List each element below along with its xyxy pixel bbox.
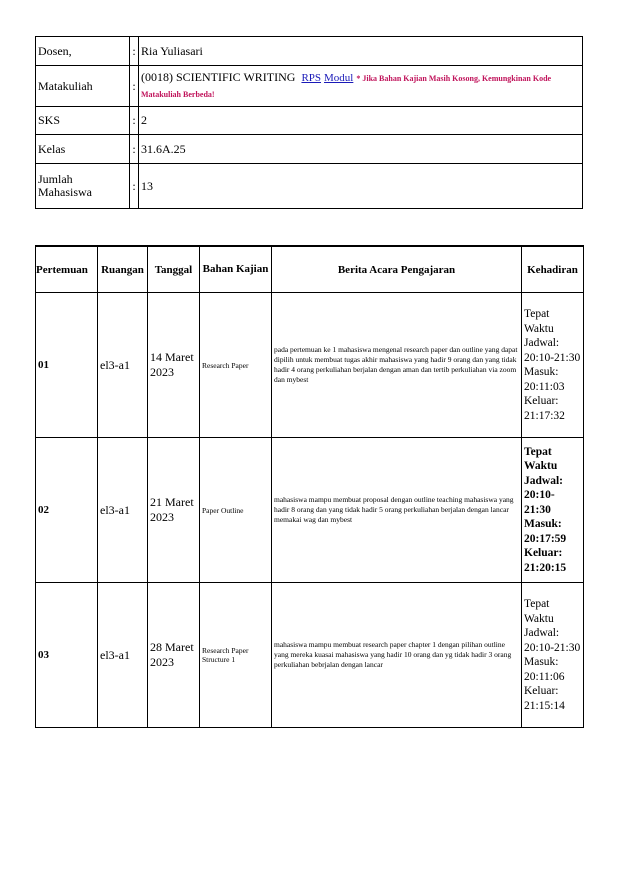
row-attendance: Tepat Waktu Jadwal: 20:10-21:30 Masuk: 20:11:06 Keluar: 21:15:14 <box>522 583 584 728</box>
colon: : <box>130 37 139 66</box>
row-number: 02 <box>36 438 98 583</box>
header-bahan-kajian: Bahan Kajian <box>200 246 272 293</box>
row-topic: Research Paper <box>200 293 272 438</box>
row-date: 21 Maret 2023 <box>148 438 200 583</box>
header-kehadiran: Kehadiran <box>522 246 584 293</box>
table-row <box>36 438 584 583</box>
table-header-row <box>36 246 584 293</box>
row-description: mahasiswa mampu membuat proposal dengan outline teaching mahasiswa yang hadir 8 orang dan yang tidak hadir 5 orang perkuliahan berjalan dengan lancar memakai wag dan mybest <box>272 438 522 583</box>
row-date: 28 Maret 2023 <box>148 583 200 728</box>
row-number: 01 <box>36 293 98 438</box>
table-row <box>36 583 584 728</box>
dosen-label: Dosen, <box>36 37 130 66</box>
row-topic: Research Paper Structure 1 <box>200 583 272 728</box>
attendance-table <box>35 245 584 728</box>
info-row-sks <box>36 107 583 135</box>
row-description: pada pertemuan ke 1 mahasiswa mengenal research paper dan outline yang dapat dipilih untuk membuat tugas akhir mahasiswa yang hadir 9 orang dan yang tidak hadir 4 orang perkuliahan berjalan dengan aman dan tertib perkuliahan via zoom dan mybest <box>272 293 522 438</box>
row-room: el3-a1 <box>98 293 148 438</box>
rps-link[interactable]: RPS <box>301 72 322 84</box>
row-room: el3-a1 <box>98 438 148 583</box>
kelas-value: 31.6A.25 <box>139 135 583 164</box>
row-topic: Paper Outline <box>200 438 272 583</box>
colon: : <box>130 135 139 164</box>
row-room: el3-a1 <box>98 583 148 728</box>
info-row-dosen <box>36 37 583 66</box>
course-info-table <box>35 36 583 209</box>
dosen-value: Ria Yuliasari <box>139 37 583 66</box>
header-tanggal: Tanggal <box>148 246 200 293</box>
colon: : <box>130 164 139 209</box>
colon: : <box>130 107 139 135</box>
sks-label: SKS <box>36 107 130 135</box>
table-row <box>36 293 584 438</box>
row-description: mahasiswa mampu membuat research paper chapter 1 dengan pilihan outline yang mereka kuasai mahasiswa yang hadir 10 orang dan yg tidak hadir 3 orang perkuliahan bebrjalan dengan lancar <box>272 583 522 728</box>
matakuliah-note: * Jika Bahan Kajian Masih Kosong, Kemungkinan Kode Matakuliah Berbeda! <box>141 74 552 99</box>
jumlah-value: 13 <box>139 164 583 209</box>
info-row-matakuliah <box>36 66 583 107</box>
matakuliah-label: Matakuliah <box>36 66 130 107</box>
row-date: 14 Maret 2023 <box>148 293 200 438</box>
info-row-jumlah <box>36 164 583 209</box>
row-attendance: Tepat Waktu Jadwal: 20:10-21:30 Masuk: 20:17:59 Keluar: 21:20:15 <box>522 438 584 583</box>
sks-value: 2 <box>139 107 583 135</box>
jumlah-label: Jumlah Mahasiswa <box>36 164 130 209</box>
header-pertemuan: Pertemuan <box>36 246 98 293</box>
matakuliah-cell <box>139 66 583 107</box>
colon: : <box>130 66 139 107</box>
info-row-kelas <box>36 135 583 164</box>
row-number: 03 <box>36 583 98 728</box>
kelas-label: Kelas <box>36 135 130 164</box>
matakuliah-value: (0018) SCIENTIFIC WRITING <box>141 70 296 84</box>
row-attendance: Tepat Waktu Jadwal: 20:10-21:30 Masuk: 20:11:03 Keluar: 21:17:32 <box>522 293 584 438</box>
header-ruangan: Ruangan <box>98 246 148 293</box>
modul-link[interactable]: Modul <box>324 72 354 84</box>
header-berita-acara: Berita Acara Pengajaran <box>272 246 522 293</box>
